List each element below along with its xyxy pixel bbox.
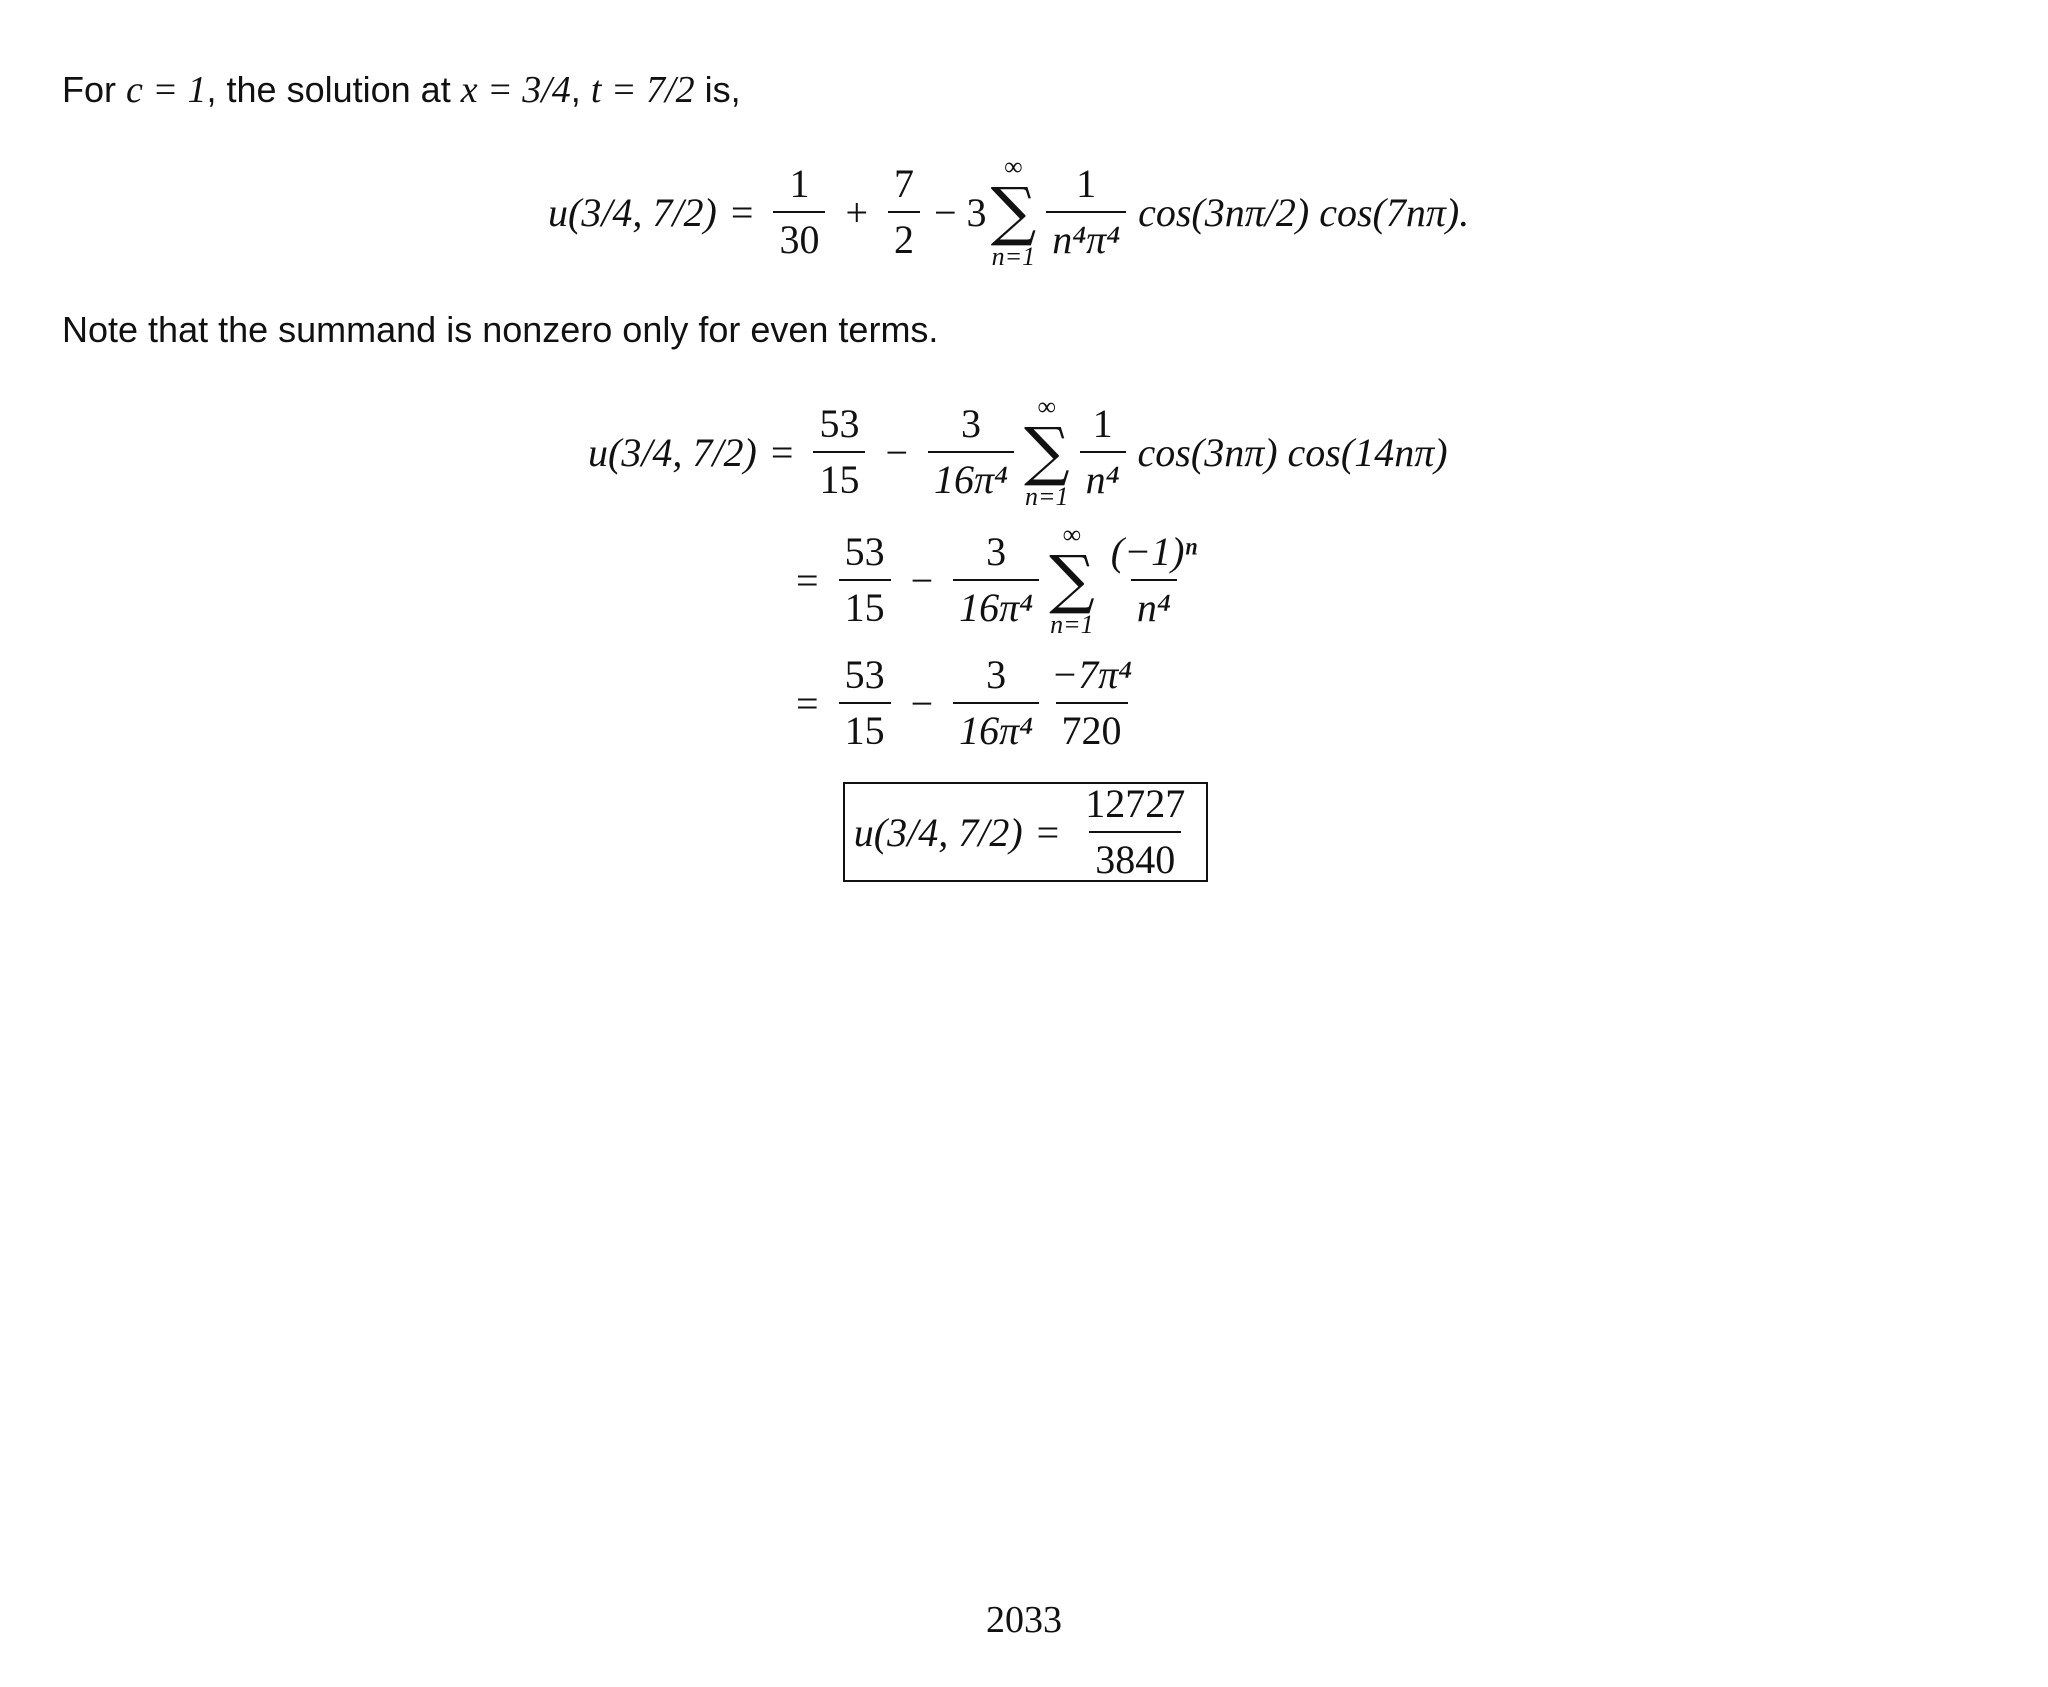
result-lhs: u(3/4, 7/2) bbox=[853, 809, 1023, 855]
eq4-minus: − bbox=[910, 680, 934, 726]
eq3-minus: − bbox=[910, 557, 934, 603]
intro-comma: , bbox=[570, 69, 581, 110]
eq3-summation bbox=[1049, 520, 1095, 640]
intro-tail: is, bbox=[704, 69, 741, 110]
eq4-a-den: 15 bbox=[839, 702, 891, 754]
eq1-sum-upper: ∞ bbox=[1004, 152, 1023, 181]
eq3-fraction-b bbox=[953, 529, 1039, 631]
eq3-a-num: 53 bbox=[844, 529, 885, 574]
eq1-f3-num: 1 bbox=[1076, 161, 1097, 206]
intro-t-eq: t = 7/2 bbox=[590, 69, 695, 111]
eq3-b-den: 16π⁴ bbox=[953, 579, 1039, 631]
eq2-fraction-c bbox=[1080, 401, 1126, 503]
eq4-equals: = bbox=[796, 680, 819, 726]
eq2-b-den: 16π⁴ bbox=[928, 451, 1014, 503]
eq2-fraction-a bbox=[813, 401, 865, 503]
eq3-equals: = bbox=[796, 557, 819, 603]
eq2-a-num: 53 bbox=[819, 401, 860, 446]
eq1-f2-den: 2 bbox=[888, 211, 920, 263]
eq4-c-den: 720 bbox=[1056, 702, 1128, 754]
equation-3 bbox=[782, 520, 1209, 640]
eq4-fraction-c bbox=[1045, 652, 1138, 754]
equation-1 bbox=[548, 152, 1469, 272]
eq4-fraction-b bbox=[953, 652, 1039, 754]
eq1-fraction-2 bbox=[888, 161, 920, 263]
result-num: 12727 bbox=[1085, 781, 1186, 826]
eq1-cosines: cos(3nπ/2) cos(7nπ). bbox=[1138, 189, 1470, 235]
result-fraction bbox=[1079, 781, 1191, 883]
eq1-f2-num: 7 bbox=[894, 161, 914, 206]
eq1-minus-coef: − 3 bbox=[934, 189, 987, 235]
eq2-sum-symbol: ∑ bbox=[1023, 415, 1070, 489]
eq2-lhs: u(3/4, 7/2) bbox=[588, 429, 757, 475]
eq1-sum-symbol: ∑ bbox=[990, 175, 1037, 249]
intro-middle: , the solution at bbox=[206, 69, 451, 110]
intro-lead: For bbox=[62, 69, 116, 110]
eq1-fraction-1 bbox=[773, 161, 825, 263]
eq3-c-num: (−1)ⁿ bbox=[1110, 529, 1197, 574]
eq1-f3-den: n⁴π⁴ bbox=[1046, 211, 1126, 263]
eq1-plus: + bbox=[845, 189, 868, 235]
equation-4 bbox=[782, 652, 1144, 754]
intro-paragraph bbox=[62, 68, 741, 112]
eq2-sum-upper: ∞ bbox=[1037, 392, 1057, 421]
eq4-fraction-a bbox=[839, 652, 891, 754]
eq2-summation bbox=[1024, 392, 1070, 512]
eq3-b-num: 3 bbox=[986, 529, 1007, 574]
eq4-a-num: 53 bbox=[844, 652, 885, 697]
eq3-fraction-a bbox=[839, 529, 891, 631]
eq1-lhs: u(3/4, 7/2) bbox=[548, 189, 717, 235]
intro-c-eq: c = 1 bbox=[126, 69, 207, 111]
eq3-sum-symbol: ∑ bbox=[1049, 543, 1095, 617]
eq1-sum-lower: n=1 bbox=[991, 242, 1036, 271]
eq4-b-den: 16π⁴ bbox=[953, 702, 1039, 754]
eq3-sum-upper: ∞ bbox=[1062, 520, 1082, 549]
eq3-sum-lower: n=1 bbox=[1050, 610, 1094, 639]
eq2-cosines: cos(3nπ) cos(14nπ) bbox=[1137, 429, 1448, 475]
eq2-c-num: 1 bbox=[1092, 401, 1113, 446]
eq4-c-num: −7π⁴ bbox=[1051, 652, 1133, 697]
eq3-fraction-c bbox=[1105, 529, 1203, 631]
eq1-f1-den: 30 bbox=[773, 211, 825, 263]
equation-2 bbox=[588, 392, 1448, 512]
result-den: 3840 bbox=[1089, 831, 1181, 883]
result-equals: = bbox=[1036, 809, 1060, 855]
page-number: 2033 bbox=[986, 1599, 1062, 1641]
eq2-fraction-b bbox=[928, 401, 1014, 503]
eq1-fraction-3 bbox=[1046, 161, 1126, 263]
eq1-f1-num: 1 bbox=[789, 161, 810, 206]
eq4-b-num: 3 bbox=[986, 652, 1007, 697]
boxed-result bbox=[843, 782, 1208, 882]
note-paragraph: Note that the summand is nonzero only for even terms. bbox=[62, 309, 939, 350]
eq2-sum-lower: n=1 bbox=[1025, 482, 1069, 511]
eq1-summation bbox=[991, 152, 1037, 272]
eq1-equals: = bbox=[730, 189, 754, 235]
eq3-c-den: n⁴ bbox=[1131, 579, 1177, 631]
eq2-minus: − bbox=[885, 429, 908, 475]
eq2-equals: = bbox=[770, 429, 794, 475]
eq2-b-num: 3 bbox=[960, 401, 981, 446]
intro-x-eq: x = 3/4 bbox=[460, 69, 571, 111]
eq3-a-den: 15 bbox=[839, 579, 891, 631]
eq2-a-den: 15 bbox=[813, 451, 865, 503]
eq2-c-den: n⁴ bbox=[1080, 451, 1126, 503]
